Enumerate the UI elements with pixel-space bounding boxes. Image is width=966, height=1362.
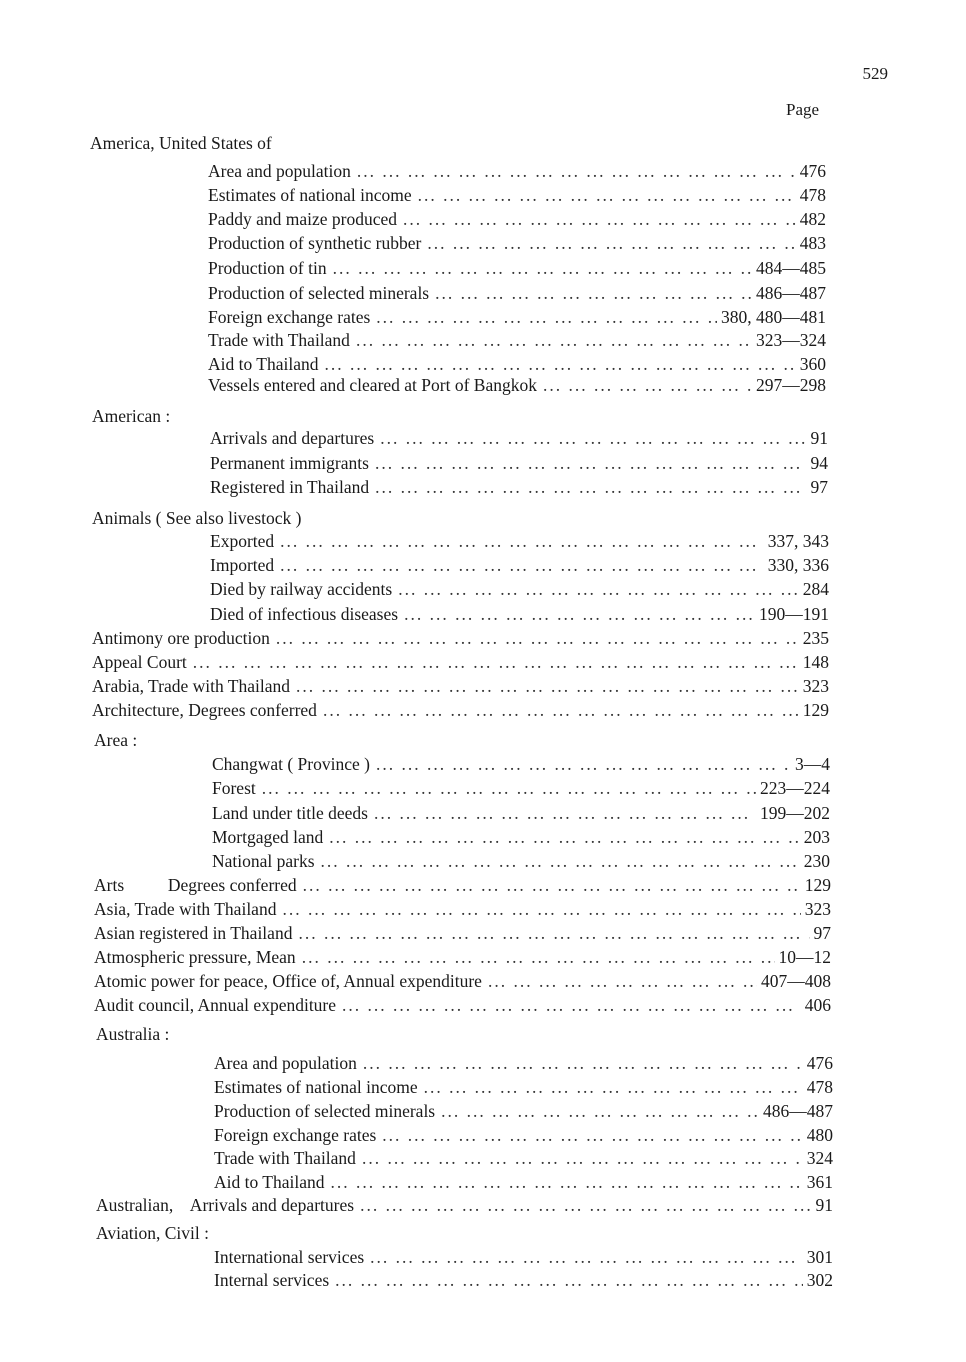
dot-leader bbox=[282, 897, 800, 921]
index-entry bbox=[210, 475, 828, 499]
dot-leader bbox=[370, 1245, 803, 1269]
dot-leader bbox=[262, 776, 756, 800]
dot-leader bbox=[380, 426, 806, 450]
entry-label: Vessels entered and cleared at Port of Bangkok bbox=[208, 375, 537, 395]
entry-label: Aid to Thailand bbox=[208, 354, 319, 374]
entry-label: National parks bbox=[212, 851, 315, 871]
index-entry bbox=[208, 231, 826, 255]
index-entry bbox=[94, 897, 831, 921]
index-entry bbox=[210, 602, 829, 626]
entry-page: 486—487 bbox=[756, 283, 826, 303]
entry-label: Estimates of national income bbox=[208, 185, 412, 205]
entry-page: 337, 343 bbox=[767, 531, 829, 551]
dot-leader bbox=[375, 475, 806, 499]
entry-label: Died by railway accidents bbox=[210, 579, 393, 599]
index-entry bbox=[208, 159, 826, 183]
entry-label: Aid to Thailand bbox=[214, 1172, 325, 1192]
index-entry bbox=[96, 1193, 833, 1217]
dot-leader bbox=[333, 256, 752, 280]
entry-page: 91 bbox=[810, 428, 828, 448]
entry-label: Area and population bbox=[214, 1053, 357, 1073]
entry-page: 129 bbox=[802, 700, 829, 720]
dot-leader bbox=[362, 1146, 803, 1170]
index-entry bbox=[212, 825, 830, 849]
entry-page: 3—4 bbox=[795, 754, 830, 774]
index-entry bbox=[208, 373, 826, 397]
entry-label: Asian registered in Thailand bbox=[94, 923, 293, 943]
entry-page: 301 bbox=[806, 1247, 833, 1267]
index-entry bbox=[210, 529, 829, 553]
index-entry bbox=[214, 1170, 833, 1194]
entry-page: 480 bbox=[806, 1125, 833, 1145]
dot-leader bbox=[418, 183, 796, 207]
entry-label: Arrivals and departures bbox=[210, 428, 375, 448]
entry-label: Appeal Court bbox=[92, 652, 187, 672]
entry-label: Architecture, Degrees conferred bbox=[92, 700, 317, 720]
index-entry bbox=[208, 256, 826, 280]
dot-leader bbox=[441, 1099, 759, 1123]
dot-leader bbox=[427, 231, 795, 255]
entry-page: 199—202 bbox=[760, 803, 830, 823]
entry-label: Exported bbox=[210, 531, 275, 551]
entry-page: 284 bbox=[802, 579, 829, 599]
index-heading: Aviation, Civil : bbox=[96, 1223, 209, 1243]
entry-page: 223—224 bbox=[760, 778, 830, 798]
index-entry bbox=[94, 969, 831, 993]
entry-page: 476 bbox=[806, 1053, 833, 1073]
dot-leader bbox=[403, 207, 796, 231]
dot-leader bbox=[298, 921, 809, 945]
dot-leader bbox=[357, 159, 796, 183]
entry-page: 484—485 bbox=[756, 258, 826, 278]
dot-leader bbox=[382, 1123, 802, 1147]
entry-label: Foreign exchange rates bbox=[214, 1125, 377, 1145]
entry-label: Died of infectious diseases bbox=[210, 604, 399, 624]
dot-leader bbox=[398, 577, 799, 601]
entry-page: 297—298 bbox=[756, 375, 826, 395]
dot-leader bbox=[488, 969, 757, 993]
entry-label: Arabia, Trade with Thailand bbox=[92, 676, 290, 696]
entry-label: Mortgaged land bbox=[212, 827, 324, 847]
entry-label: Trade with Thailand bbox=[214, 1148, 356, 1168]
entry-label: Atmospheric pressure, Mean bbox=[94, 947, 296, 967]
dot-leader bbox=[280, 529, 764, 553]
entry-page: 97 bbox=[810, 477, 828, 497]
dot-leader bbox=[331, 1170, 803, 1194]
entry-label: Production of selected minerals bbox=[208, 283, 430, 303]
dot-leader bbox=[193, 650, 799, 674]
index-entry bbox=[94, 945, 831, 969]
dot-leader bbox=[321, 849, 800, 873]
entry-page: 360 bbox=[799, 354, 826, 374]
page-column-header: Page bbox=[786, 100, 820, 119]
entry-page: 361 bbox=[806, 1172, 833, 1192]
index-entry bbox=[94, 921, 831, 945]
entry-page: 203 bbox=[803, 827, 830, 847]
index-entry bbox=[214, 1075, 833, 1099]
entry-label: Permanent immigrants bbox=[210, 453, 369, 473]
index-entry bbox=[214, 1245, 833, 1269]
entry-page: 148 bbox=[802, 652, 829, 672]
index-heading: American : bbox=[92, 406, 171, 426]
dot-leader bbox=[376, 305, 717, 329]
entry-label: Land under title deeds bbox=[212, 803, 368, 823]
entry-page: 483 bbox=[799, 233, 826, 253]
index-entry bbox=[210, 451, 828, 475]
dot-leader bbox=[363, 1051, 803, 1075]
index-entry bbox=[212, 801, 830, 825]
entry-page: 407—408 bbox=[761, 971, 831, 991]
dot-leader bbox=[360, 1193, 811, 1217]
entry-label: Paddy and maize produced bbox=[208, 209, 398, 229]
dot-leader bbox=[276, 626, 799, 650]
dot-leader bbox=[376, 752, 791, 776]
entry-label: Estimates of national income bbox=[214, 1077, 418, 1097]
dot-leader bbox=[329, 825, 799, 849]
entry-label: Audit council, Annual expenditure bbox=[94, 995, 337, 1015]
entry-page: 330, 336 bbox=[767, 555, 829, 575]
index-entry bbox=[94, 873, 831, 897]
entry-page: 406 bbox=[804, 995, 831, 1015]
index-heading: America, United States of bbox=[90, 133, 272, 153]
entry-page: 91 bbox=[815, 1195, 833, 1215]
index-entry bbox=[214, 1051, 833, 1075]
entry-page: 97 bbox=[813, 923, 831, 943]
entry-label: Arts Degrees conferred bbox=[94, 875, 297, 895]
dot-leader bbox=[424, 1075, 803, 1099]
entry-page: 323—324 bbox=[756, 330, 826, 350]
index-entry bbox=[208, 305, 826, 329]
entry-label: Asia, Trade with Thailand bbox=[94, 899, 277, 919]
entry-page: 302 bbox=[806, 1270, 833, 1290]
index-entry bbox=[208, 183, 826, 207]
entry-label: Atomic power for peace, Office of, Annual expenditure bbox=[94, 971, 482, 991]
entry-page: 476 bbox=[799, 161, 826, 181]
entry-label: Production of synthetic rubber bbox=[208, 233, 422, 253]
entry-page: 230 bbox=[803, 851, 830, 871]
index-entry bbox=[208, 207, 826, 231]
entry-page: 380, 480—481 bbox=[721, 307, 826, 327]
dot-leader bbox=[375, 451, 807, 475]
entry-label: Australian, Arrivals and departures bbox=[96, 1195, 355, 1215]
entry-page: 235 bbox=[802, 628, 829, 648]
index-heading: Area : bbox=[94, 730, 138, 750]
index-entry bbox=[210, 577, 829, 601]
dot-leader bbox=[356, 328, 752, 352]
dot-leader bbox=[374, 801, 756, 825]
entry-label: Imported bbox=[210, 555, 275, 575]
page-number: 529 bbox=[862, 64, 888, 83]
entry-page: 324 bbox=[806, 1148, 833, 1168]
entry-label: Changwat ( Province ) bbox=[212, 754, 370, 774]
dot-leader bbox=[323, 698, 799, 722]
entry-label: Production of selected minerals bbox=[214, 1101, 436, 1121]
entry-label: Production of tin bbox=[208, 258, 327, 278]
index-entry bbox=[210, 426, 828, 450]
index-entry bbox=[208, 328, 826, 352]
entry-page: 323 bbox=[804, 899, 831, 919]
index-entry bbox=[212, 752, 830, 776]
entry-label: Area and population bbox=[208, 161, 351, 181]
entry-page: 190—191 bbox=[759, 604, 829, 624]
entry-label: Internal services bbox=[214, 1270, 330, 1290]
index-entry bbox=[214, 1123, 833, 1147]
entry-page: 478 bbox=[806, 1077, 833, 1097]
index-entry bbox=[92, 698, 829, 722]
index-heading: Animals ( See also livestock ) bbox=[92, 508, 302, 528]
entry-page: 478 bbox=[799, 185, 826, 205]
dot-leader bbox=[280, 553, 764, 577]
dot-leader bbox=[303, 873, 801, 897]
entry-page: 323 bbox=[802, 676, 829, 696]
index-heading: Australia : bbox=[96, 1024, 170, 1044]
index-entry bbox=[214, 1099, 833, 1123]
entry-page: 482 bbox=[799, 209, 826, 229]
index-entry bbox=[214, 1268, 833, 1292]
index-entry bbox=[92, 626, 829, 650]
entry-page: 486—487 bbox=[763, 1101, 833, 1121]
index-entry bbox=[212, 849, 830, 873]
entry-label: Registered in Thailand bbox=[210, 477, 370, 497]
entry-label: Forest bbox=[212, 778, 256, 798]
entry-label: Foreign exchange rates bbox=[208, 307, 371, 327]
dot-leader bbox=[342, 993, 801, 1017]
entry-page: 10—12 bbox=[778, 947, 831, 967]
entry-page: 94 bbox=[810, 453, 828, 473]
entry-label: Trade with Thailand bbox=[208, 330, 350, 350]
index-entry bbox=[210, 553, 829, 577]
dot-leader bbox=[404, 602, 755, 626]
dot-leader bbox=[543, 373, 752, 397]
entry-label: International services bbox=[214, 1247, 365, 1267]
dot-leader bbox=[296, 674, 799, 698]
entry-label: Antimony ore production bbox=[92, 628, 270, 648]
index-entry bbox=[208, 281, 826, 305]
index-entry bbox=[214, 1146, 833, 1170]
entry-page: 129 bbox=[804, 875, 831, 895]
index-entry bbox=[94, 993, 831, 1017]
dot-leader bbox=[302, 945, 775, 969]
dot-leader bbox=[335, 1268, 803, 1292]
dot-leader bbox=[435, 281, 752, 305]
index-entry bbox=[92, 650, 829, 674]
index-entry bbox=[92, 674, 829, 698]
index-entry bbox=[212, 776, 830, 800]
